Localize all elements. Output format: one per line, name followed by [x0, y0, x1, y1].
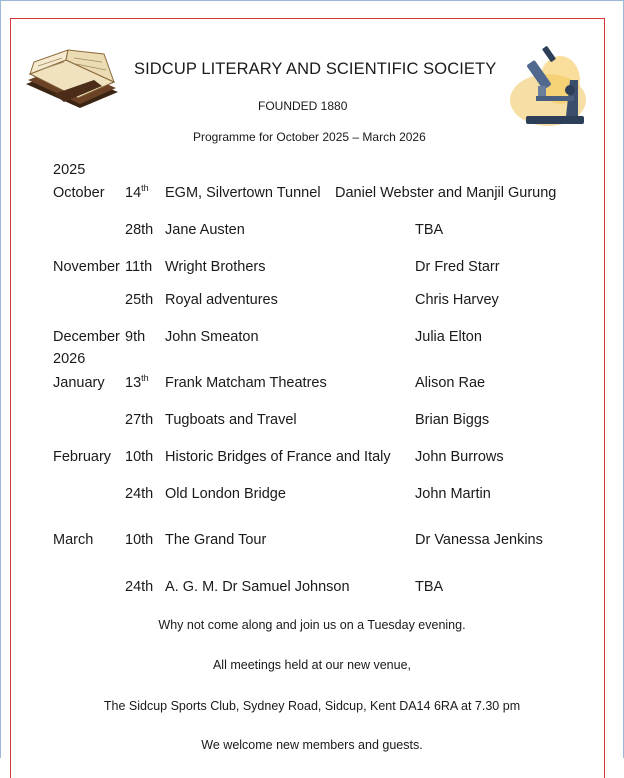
- date-day: 11th: [125, 259, 153, 275]
- date-day: 24th: [125, 486, 154, 502]
- meeting-speaker: Daniel Webster and Manjil Gurung: [335, 185, 557, 201]
- date-day: 14th: [125, 183, 149, 201]
- meeting-speaker: TBA: [415, 222, 444, 238]
- meeting-topic: A. G. M. Dr Samuel Johnson: [165, 579, 350, 595]
- meeting-speaker: Julia Elton: [415, 329, 482, 345]
- date-day: 10th: [125, 449, 154, 465]
- meeting-speaker: John Martin: [415, 486, 491, 502]
- founded-line: FOUNDED 1880: [258, 99, 348, 113]
- date-day: 27th: [125, 412, 154, 428]
- date-day: 13th: [125, 373, 149, 391]
- meeting-topic: Jane Austen: [165, 222, 245, 238]
- meeting-speaker: John Burrows: [415, 449, 504, 465]
- month-label: October: [53, 185, 105, 201]
- meeting-topic: The Grand Tour: [165, 532, 267, 548]
- year-label: 2025: [53, 162, 86, 178]
- date-day: 9th: [125, 329, 146, 345]
- meeting-speaker: Alison Rae: [415, 375, 486, 391]
- date-day: 10th: [125, 532, 154, 548]
- month-label: November: [53, 259, 120, 275]
- month-label: February: [53, 449, 112, 465]
- invite-text: Why not come along and join us on a Tuesday evening.: [158, 618, 466, 632]
- date-day: 24th: [125, 579, 154, 595]
- microscope-icon: [508, 40, 598, 128]
- meeting-speaker: Dr Fred Starr: [415, 259, 500, 275]
- year-label: 2026: [53, 351, 86, 367]
- meeting-topic: Tugboats and Travel: [165, 412, 297, 428]
- venue-address: The Sidcup Sports Club, Sydney Road, Sidcup, Kent DA14 6RA at 7.30 pm: [103, 699, 521, 713]
- month-label: January: [53, 375, 105, 391]
- meeting-topic: EGM, Silvertown Tunnel: [165, 185, 321, 201]
- meeting-topic: Historic Bridges of France and Italy: [165, 449, 391, 465]
- date-day: 28th: [125, 222, 154, 238]
- month-label: March: [53, 532, 94, 548]
- meeting-speaker: Dr Vanessa Jenkins: [415, 532, 543, 548]
- meeting-topic: John Smeaton: [165, 329, 259, 345]
- meeting-speaker: Brian Biggs: [415, 412, 490, 428]
- meeting-speaker: Chris Harvey: [415, 292, 499, 308]
- meeting-topic: Old London Bridge: [165, 486, 286, 502]
- venue-intro: All meetings held at our new venue,: [212, 658, 412, 672]
- meeting-topic: Frank Matcham Theatres: [165, 375, 327, 391]
- date-day: 25th: [125, 292, 154, 308]
- books-icon: [24, 44, 120, 110]
- page-title: SIDCUP LITERARY AND SCIENTIFIC SOCIETY: [134, 60, 497, 78]
- month-label: December: [53, 329, 120, 345]
- meeting-speaker: TBA: [415, 579, 444, 595]
- programme-subtitle: Programme for October 2025 – March 2026: [193, 130, 426, 144]
- meeting-topic: Wright Brothers: [165, 259, 266, 275]
- meeting-topic: Royal adventures: [165, 292, 278, 308]
- welcome-text: We welcome new members and guests.: [201, 738, 423, 752]
